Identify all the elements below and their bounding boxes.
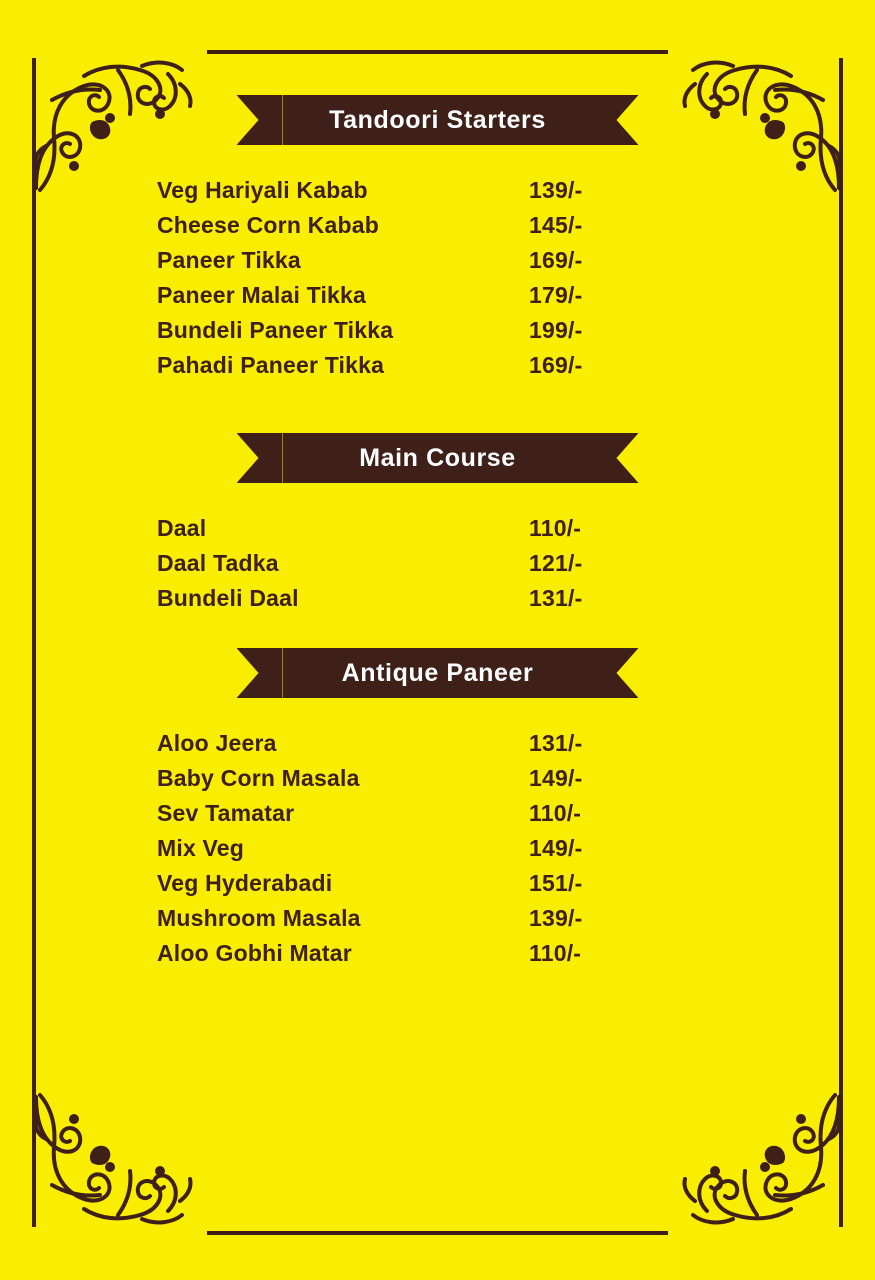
menu-item-price: 139/-: [529, 905, 583, 931]
section-banner-wrap: [60, 433, 815, 485]
menu-content: [0, 95, 875, 977]
menu-item-price: 121/-: [529, 550, 583, 576]
menu-item-name: Mushroom Masala: [157, 905, 361, 931]
ornament-corner-bottom-right-icon: [678, 1085, 853, 1245]
menu-item-name: Cheese Corn Kabab: [157, 212, 379, 238]
menu-item-price: 145/-: [529, 212, 583, 238]
menu-items-tandoori-starters: [60, 173, 815, 383]
menu-item-price: 169/-: [529, 247, 583, 273]
section-spacer: [60, 622, 815, 648]
menu-item-name: Sev Tamatar: [157, 800, 295, 826]
menu-item-price: 149/-: [529, 765, 583, 791]
menu-item-name: Mix Veg: [157, 835, 245, 861]
menu-item-name: Pahadi Paneer Tikka: [157, 352, 385, 378]
menu-item-price: 110/-: [529, 515, 582, 541]
ornament-corner-bottom-left-icon: [22, 1085, 197, 1245]
menu-item-name: Daal: [157, 515, 207, 541]
section-title-antique-paneer: Antique Paneer: [283, 648, 593, 698]
menu-item-price: 149/-: [529, 835, 583, 861]
menu-item-row: [157, 581, 755, 616]
menu-item-name: Bundeli Daal: [157, 585, 299, 611]
frame-line-top: [207, 50, 668, 54]
menu-item-name: Veg Hariyali Kabab: [157, 177, 368, 203]
menu-item-price: 179/-: [529, 282, 583, 308]
menu-item-row: [157, 831, 755, 866]
menu-item-name: Aloo Jeera: [157, 730, 277, 756]
menu-item-row: [157, 936, 755, 971]
menu-item-row: [157, 243, 755, 278]
menu-item-price: 110/-: [529, 800, 582, 826]
menu-item-row: [157, 901, 755, 936]
menu-item-name: Baby Corn Masala: [157, 765, 360, 791]
section-title-tandoori-starters: Tandoori Starters: [283, 95, 593, 145]
menu-item-row: [157, 511, 755, 546]
menu-item-row: [157, 348, 755, 383]
menu-item-price: 131/-: [529, 585, 583, 611]
section-spacer: [60, 389, 815, 433]
menu-item-row: [157, 546, 755, 581]
section-banner-wrap: [60, 648, 815, 700]
menu-item-price: 131/-: [529, 730, 583, 756]
menu-item-name: Aloo Gobhi Matar: [157, 940, 352, 966]
menu-item-name: Paneer Malai Tikka: [157, 282, 367, 308]
menu-item-price: 169/-: [529, 352, 583, 378]
menu-items-antique-paneer: [60, 726, 815, 971]
menu-section-main-course: [60, 433, 815, 616]
menu-items-main-course: [60, 511, 815, 616]
menu-item-name: Paneer Tikka: [157, 247, 301, 273]
menu-section-tandoori-starters: [60, 95, 815, 383]
menu-item-name: Veg Hyderabadi: [157, 870, 333, 896]
menu-item-name: Daal Tadka: [157, 550, 279, 576]
menu-item-price: 139/-: [529, 177, 583, 203]
frame-line-bottom: [207, 1231, 668, 1235]
menu-item-row: [157, 726, 755, 761]
menu-item-row: [157, 173, 755, 208]
menu-item-price: 110/-: [529, 940, 582, 966]
menu-item-row: [157, 313, 755, 348]
menu-item-row: [157, 866, 755, 901]
menu-item-name: Bundeli Paneer Tikka: [157, 317, 394, 343]
section-title-main-course: Main Course: [283, 433, 593, 483]
section-banner-wrap: [60, 95, 815, 147]
menu-item-price: 199/-: [529, 317, 583, 343]
menu-item-row: [157, 208, 755, 243]
menu-section-antique-paneer: [60, 648, 815, 971]
menu-item-price: 151/-: [529, 870, 583, 896]
menu-item-row: [157, 796, 755, 831]
menu-item-row: [157, 761, 755, 796]
menu-item-row: [157, 278, 755, 313]
